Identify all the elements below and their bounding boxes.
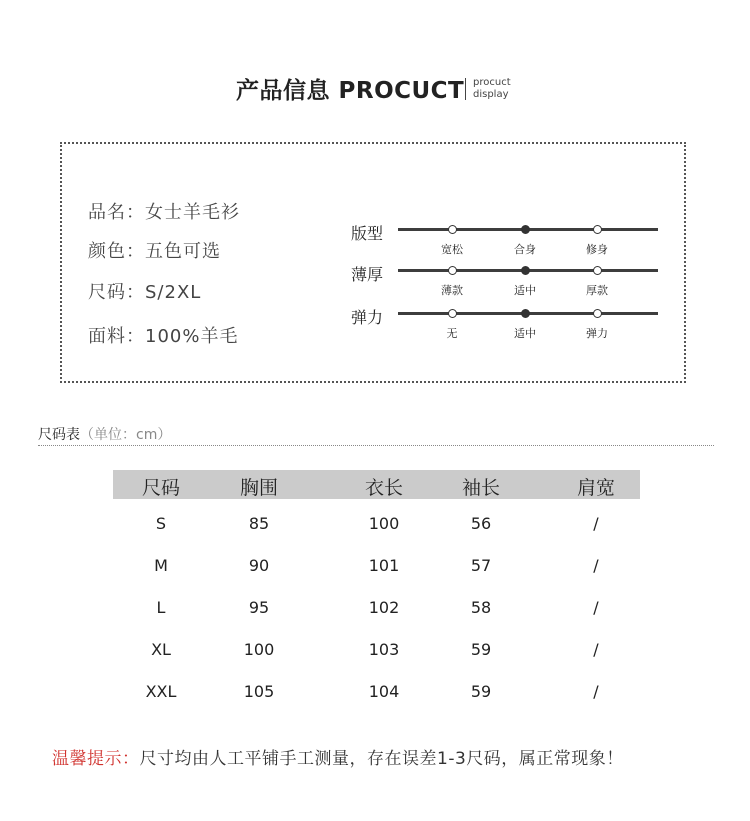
- page-title: 产品信息 PROCUCT: [236, 78, 465, 104]
- table-cell: M: [154, 556, 168, 575]
- table-cell: 102: [368, 598, 400, 617]
- info-color: 颜色：五色可选: [88, 241, 221, 262]
- subtitle-line-1: procuct: [473, 77, 511, 88]
- warm-tip-text: 尺寸均由人工平铺手工测量，存在误差1-3尺码，属正常现象！: [139, 749, 624, 769]
- table-cell: /: [593, 640, 599, 659]
- table-cell: 59: [470, 682, 492, 701]
- table-cell: 95: [248, 598, 270, 617]
- table-cell: 105: [243, 682, 275, 701]
- scale-option-label: 宽松: [441, 243, 463, 256]
- scale-dot-selected: [521, 266, 530, 275]
- attribute-label: 版型: [351, 224, 384, 243]
- table-cell: 103: [368, 640, 400, 659]
- title-divider: [465, 78, 466, 100]
- table-cell: 90: [248, 556, 270, 575]
- table-cell: XL: [151, 640, 171, 659]
- scale-option-label: 无: [446, 327, 458, 340]
- attribute-label: 薄厚: [351, 265, 384, 284]
- size-table-unit: （单位：cm）: [80, 427, 172, 443]
- info-material: 面料：100%羊毛: [88, 326, 239, 347]
- scale-dot-selected: [521, 309, 530, 318]
- scale-dot: [593, 266, 602, 275]
- table-cell: S: [155, 514, 167, 533]
- size-table-divider: [38, 445, 714, 446]
- scale-dot: [448, 225, 457, 234]
- table-cell: 59: [470, 640, 492, 659]
- scale-option-label: 修身: [586, 243, 608, 256]
- table-cell: 104: [368, 682, 400, 701]
- table-header-cell: 胸围: [239, 477, 279, 499]
- scale-dot: [593, 225, 602, 234]
- scale-dot-selected: [521, 225, 530, 234]
- scale-option-label: 适中: [514, 327, 536, 340]
- size-table-title: [38, 424, 171, 444]
- table-cell: XXL: [145, 682, 177, 701]
- subtitle-line-2: display: [473, 89, 509, 100]
- table-cell: 85: [248, 514, 270, 533]
- table-cell: 58: [470, 598, 492, 617]
- table-header-cell: 袖长: [461, 477, 501, 499]
- table-cell: /: [593, 598, 599, 617]
- attribute-label: 弹力: [351, 308, 384, 327]
- table-header-cell: 衣长: [364, 477, 404, 499]
- table-cell: 57: [470, 556, 492, 575]
- table-cell: 56: [470, 514, 492, 533]
- scale-dot: [448, 309, 457, 318]
- table-cell: 101: [368, 556, 400, 575]
- scale-dot: [593, 309, 602, 318]
- scale-option-label: 弹力: [586, 327, 608, 340]
- title-subtitle: [473, 77, 511, 101]
- table-cell: /: [593, 514, 599, 533]
- scale-option-label: 适中: [514, 284, 536, 297]
- table-header-cell: 尺码: [141, 477, 181, 499]
- table-cell: 100: [243, 640, 275, 659]
- scale-option-label: 薄款: [441, 284, 463, 297]
- scale-dot: [448, 266, 457, 275]
- table-header-cell: 肩宽: [576, 477, 616, 499]
- warm-tip-label: 温馨提示：: [52, 749, 140, 769]
- scale-option-label: 厚款: [586, 284, 608, 297]
- table-cell: 100: [368, 514, 400, 533]
- info-product-name: 品名：女士羊毛衫: [88, 202, 240, 223]
- table-cell: /: [593, 682, 599, 701]
- scale-option-label: 合身: [514, 243, 536, 256]
- info-size: 尺码：S/2XL: [88, 282, 202, 303]
- table-cell: L: [156, 598, 166, 617]
- warm-tip: [52, 744, 624, 769]
- table-cell: /: [593, 556, 599, 575]
- size-table-title-text: 尺码表: [38, 427, 80, 443]
